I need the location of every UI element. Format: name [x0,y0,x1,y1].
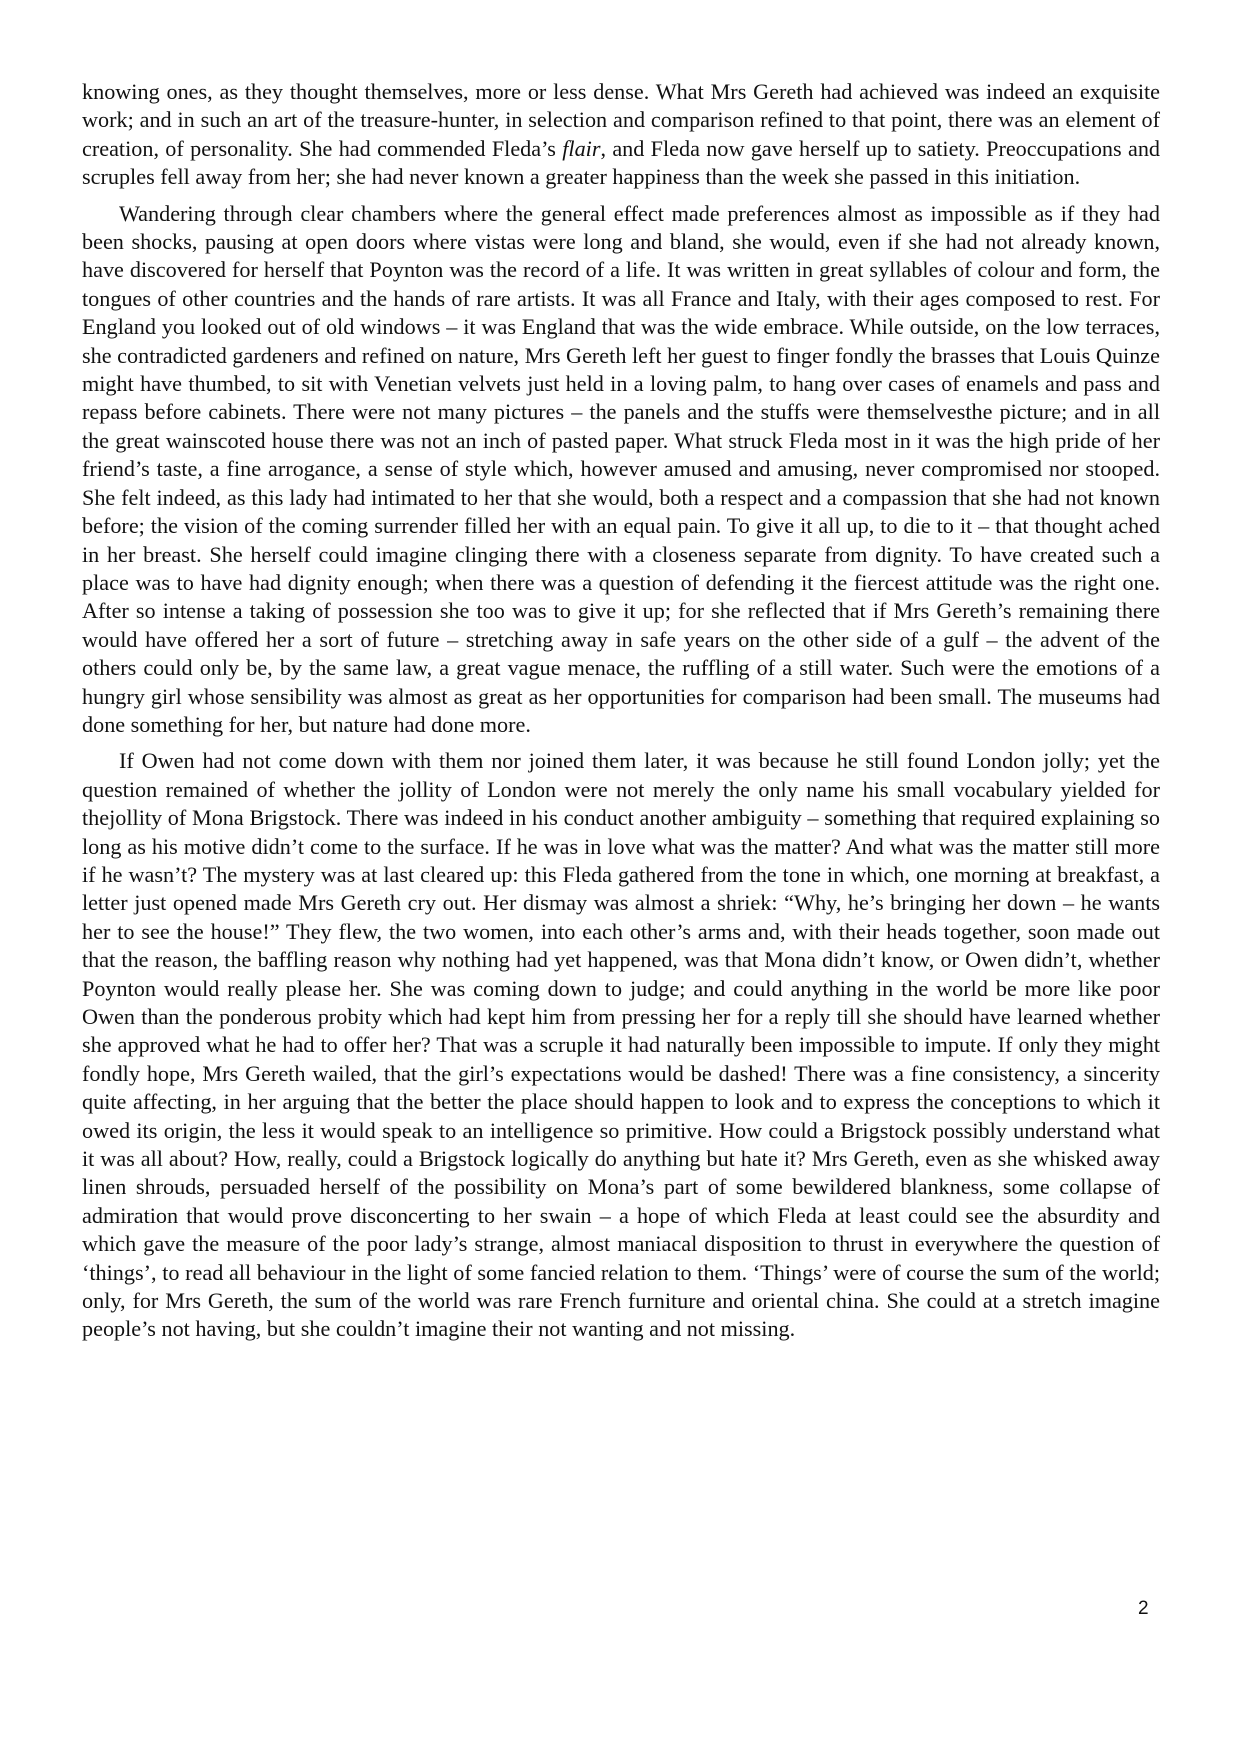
paragraph-3: If Owen had not come down with them nor joined them later, it was because he still found London jolly; yet the question remained of whether the jollity of London were not merely the only name his small vocabulary yielded for thejollity of Mona Brigstock. There was indeed in his conduct another ambiguity – something that required explaining so long as his motive didn’t come to the surface. If he was in love what was the matter? And what was the matter still more if he wasn’t? The mystery was at last cleared up: this Fleda gathered from the tone in which, one morning at breakfast, a letter just opened made Mrs Gereth cry out. Her dismay was almost a shriek: “Why, he’s bringing her down – he wants her to see the house!” They flew, the two women, into each other’s arms and, with their heads together, soon made out that the reason, the baffling reason why nothing had yet happened, was that Mona didn’t know, or Owen didn’t, whether Poynton would really please her. She was coming down to judge; and could anything in the world be more like poor Owen than the ponderous probity which had kept him from pressing her for a reply till she should have learned whether she approved what he had to offer her? That was a scruple it had naturally been impossible to impute. If only they might fondly hope, Mrs Gereth wailed, that the girl’s expectations would be dashed! There was a fine consistency, a sincerity quite affecting, in her arguing that the better the place should happen to look and to express the conceptions to which it owed its origin, the less it would speak to an intelligence so primitive. How could a Brigstock possibly understand what it was all about? How, really, could a Brigstock logically do anything but hate it? Mrs Gereth, even as she whisked away linen shrouds, persuaded herself of the possibility on Mona’s part of some bewildered blankness, some collapse of admiration that would prove disconcerting to her swain – a hope of which Fleda at least could see the absurdity and which gave the measure of the poor lady’s strange, almost maniacal disposition to thrust in everywhere the question of ‘things’, to read all behaviour in the light of some fancied relation to them. ‘Things’ were of course the sum of the world; only, for Mrs Gereth, the sum of the world was rare French furniture and oriental china. She could at a stretch imagine people’s not having, but she couldn’t imagine their not wanting and not missing. [82,748,1160,1342]
paragraph-1-text-before: knowing ones, as they thought themselves, more or less dense. What Mrs Gereth had achieved was indeed an exquisite work; and in such an art of the treasure-hunter, in selection and comparison refined to that point, there was an element of creation, of personality. She had commended Fleda’s [82,79,1160,161]
paragraph-1-text-after: , and Fleda now gave herself up to satiety. Preoccupations and scruples fell away from her; she had never known a greater happiness than the week she passed in this initiation. [82,135,1161,190]
paragraph-2: Wandering through clear chambers where the general effect made preferences almost as impossible as if they had been shocks, pausing at open doors where vistas were long and bland, she would, even if she had not already known, have discovered for herself that Poynton was the record of a life. It was written in great syllables of colour and form, the tongues of other countries and the hands of rare artists. It was all France and Italy, with their ages composed to rest. For England you looked out of old windows – it was England that was the wide embrace. While outside, on the low terraces, she contradicted gardeners and refined on nature, Mrs Gereth left her guest to finger fondly the brasses that Louis Quinze might have thumbed, to sit with Venetian velvets just held in a loving palm, to hang over cases of enamels and pass and repass before cabinets. There were not many pictures – the panels and the stuffs were themselvesthe picture; and in all the great wainscoted house there was not an inch of pasted paper. What struck Fleda most in it was the high pride of her friend’s taste, a fine arrogance, a sense of style which, however amused and amusing, never compromised nor stooped. She felt indeed, as this lady had intimated to her that she would, both a respect and a compassion that she had not known before; the vision of the coming surrender filled her with an equal pain. To give it all up, to die to it – that thought ached in her breast. She herself could imagine clinging there with a closeness separate from dignity. To have created such a place was to have had dignity enough; when there was a question of defending it the fiercest attitude was the right one. After so intense a taking of possession she too was to give it up; for she reflected that if Mrs Gereth’s remaining there would have offered her a sort of future – stretching away in safe years on the other side of a gulf – the advent of the others could only be, by the same law, a great vague menace, the ruffling of a still water. Such were the emotions of a hungry girl whose sensibility was almost as great as her opportunities for comparison had been small. The museums had done something for her, but nature had done more. [82,200,1160,737]
paragraph-1 [82,78,1160,192]
page-number: 2 [1138,1598,1149,1619]
document-page [82,78,1160,1352]
italic-word-flair: flair [562,135,601,161]
